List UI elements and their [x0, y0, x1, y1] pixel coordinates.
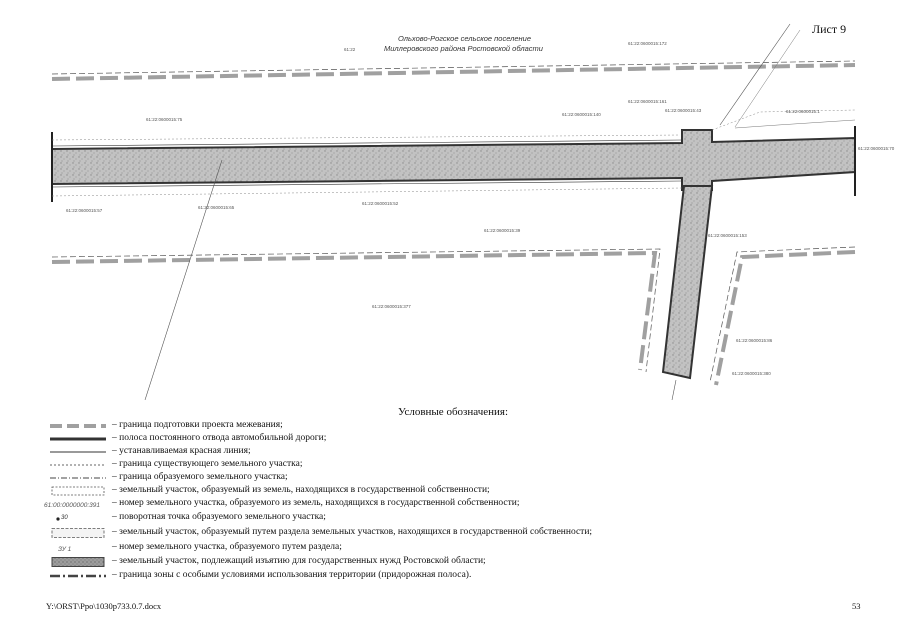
- legend-item: [0, 555, 905, 570]
- parcel-label: 61:22:0600015:57: [66, 208, 103, 213]
- existing-parcel-line-diag1: [145, 160, 222, 400]
- hatched-box-symbol: [50, 528, 106, 538]
- settlement-label-line2: Миллеровского района Ростовской области: [384, 44, 543, 53]
- parcel-label: 61:22:0600015:65: [198, 205, 235, 210]
- page-number: 53: [852, 601, 861, 611]
- dotted-line-symbol: [50, 460, 106, 470]
- parcel-label: 61:22:0600015:1: [786, 109, 820, 114]
- project-boundary-lower-left: [52, 253, 655, 370]
- split-number-symbol: [50, 543, 106, 553]
- legend-item: [0, 497, 905, 512]
- settlement-label-line1: Ольхово-Рогское сельское поселение: [398, 34, 532, 43]
- legend-item-text: – земельный участок, образуемый из земель, находящихся в государственной собственности;: [112, 485, 490, 495]
- legend-item-text: – земельный участок, образуемый путем раздела земельных участков, находящихся в государственной собственности;: [112, 527, 593, 537]
- parcel-label: 61:22:0600015:161: [628, 99, 667, 104]
- parcel-label: 61:22:0600015:140: [562, 112, 601, 117]
- existing-parcel-line-diag2: [720, 24, 790, 125]
- sheet-title: Лист 9: [812, 22, 847, 36]
- legend-item-text: – поворотная точка образуемого земельного участка;: [112, 512, 326, 522]
- dash-dot-line-symbol: [50, 473, 106, 483]
- dotted-box-symbol: [50, 486, 106, 496]
- parcel-label: 61:22:0600015:172: [628, 41, 667, 46]
- existing-parcel-line-right: [735, 120, 855, 128]
- legend-item-text: – полоса постоянного отвода автомобильной дороги;: [112, 433, 327, 443]
- legend-item: [0, 511, 905, 526]
- existing-parcel-line-left-upper: [52, 135, 680, 140]
- svg-text:61:00:0000000:391: 61:00:0000000:391: [44, 502, 101, 509]
- legend-item-text: – земельный участок, подлежащий изъятию для государственных нужд Ростовской области;: [112, 556, 486, 566]
- speckled-box-symbol: [50, 557, 106, 567]
- parcel-label: 61:22:0600015:39: [484, 228, 521, 233]
- legend-item: [0, 569, 905, 584]
- dashed-boundary-symbol: [50, 421, 106, 431]
- parcel-label: 61:22:0600015:380: [732, 371, 771, 376]
- road-allotment-branch: [663, 186, 712, 378]
- parcel-label: 61:22:0600015:377: [372, 304, 411, 309]
- svg-text:ЗУ 1: ЗУ 1: [58, 546, 72, 553]
- legend-item-text: – устанавливаемая красная линия;: [112, 446, 251, 456]
- legend-item: [0, 541, 905, 556]
- red-line-symbol: [50, 447, 106, 457]
- thick-road-line-symbol: [50, 434, 106, 444]
- svg-text:30: 30: [61, 515, 68, 521]
- legend-item-text: – граница существующего земельного участка;: [112, 459, 303, 469]
- file-path: Y:\ORST\Ppo\1030р733.0.7.docx: [46, 601, 162, 611]
- parcel-number-symbol: [44, 499, 106, 509]
- parcel-label: 61:22:0600015:86: [736, 338, 773, 343]
- legend-title: Условные обозначения:: [398, 406, 509, 418]
- existing-parcel-line-top-right: [712, 110, 855, 130]
- legend-item-text: – граница подготовки проекта межевания;: [112, 420, 283, 430]
- parcel-label: 61:22: [344, 47, 356, 52]
- legend-item-text: – номер земельного участка, образуемого путем раздела;: [112, 542, 342, 552]
- parcel-label: 61:22:0600015:75: [146, 117, 183, 122]
- roadside-zone-lower-left: [52, 249, 660, 372]
- project-boundary-lower-right: [716, 252, 855, 385]
- legend-item: [0, 526, 905, 541]
- existing-parcel-line-left-lower: [52, 188, 682, 196]
- roadside-zone-symbol: [50, 571, 106, 581]
- parcel-label: 61:22:0600015:70: [858, 146, 895, 151]
- legend-item-text: – граница зоны с особыми условиями использования территории (придорожная полоса).: [112, 570, 472, 580]
- parcel-label: 61:22:0600015:52: [362, 201, 399, 206]
- parcel-label: 61:22:0600015:153: [708, 233, 747, 238]
- legend-item-text: – номер земельного участка, образуемого из земель, находящихся в государственной собственности;: [112, 498, 520, 508]
- legend-item-text: – граница образуемого земельного участка;: [112, 472, 288, 482]
- turning-point-symbol: [50, 513, 106, 523]
- existing-parcel-line-diag4: [672, 380, 676, 400]
- parcel-label: 61:22:0600015:43: [665, 108, 702, 113]
